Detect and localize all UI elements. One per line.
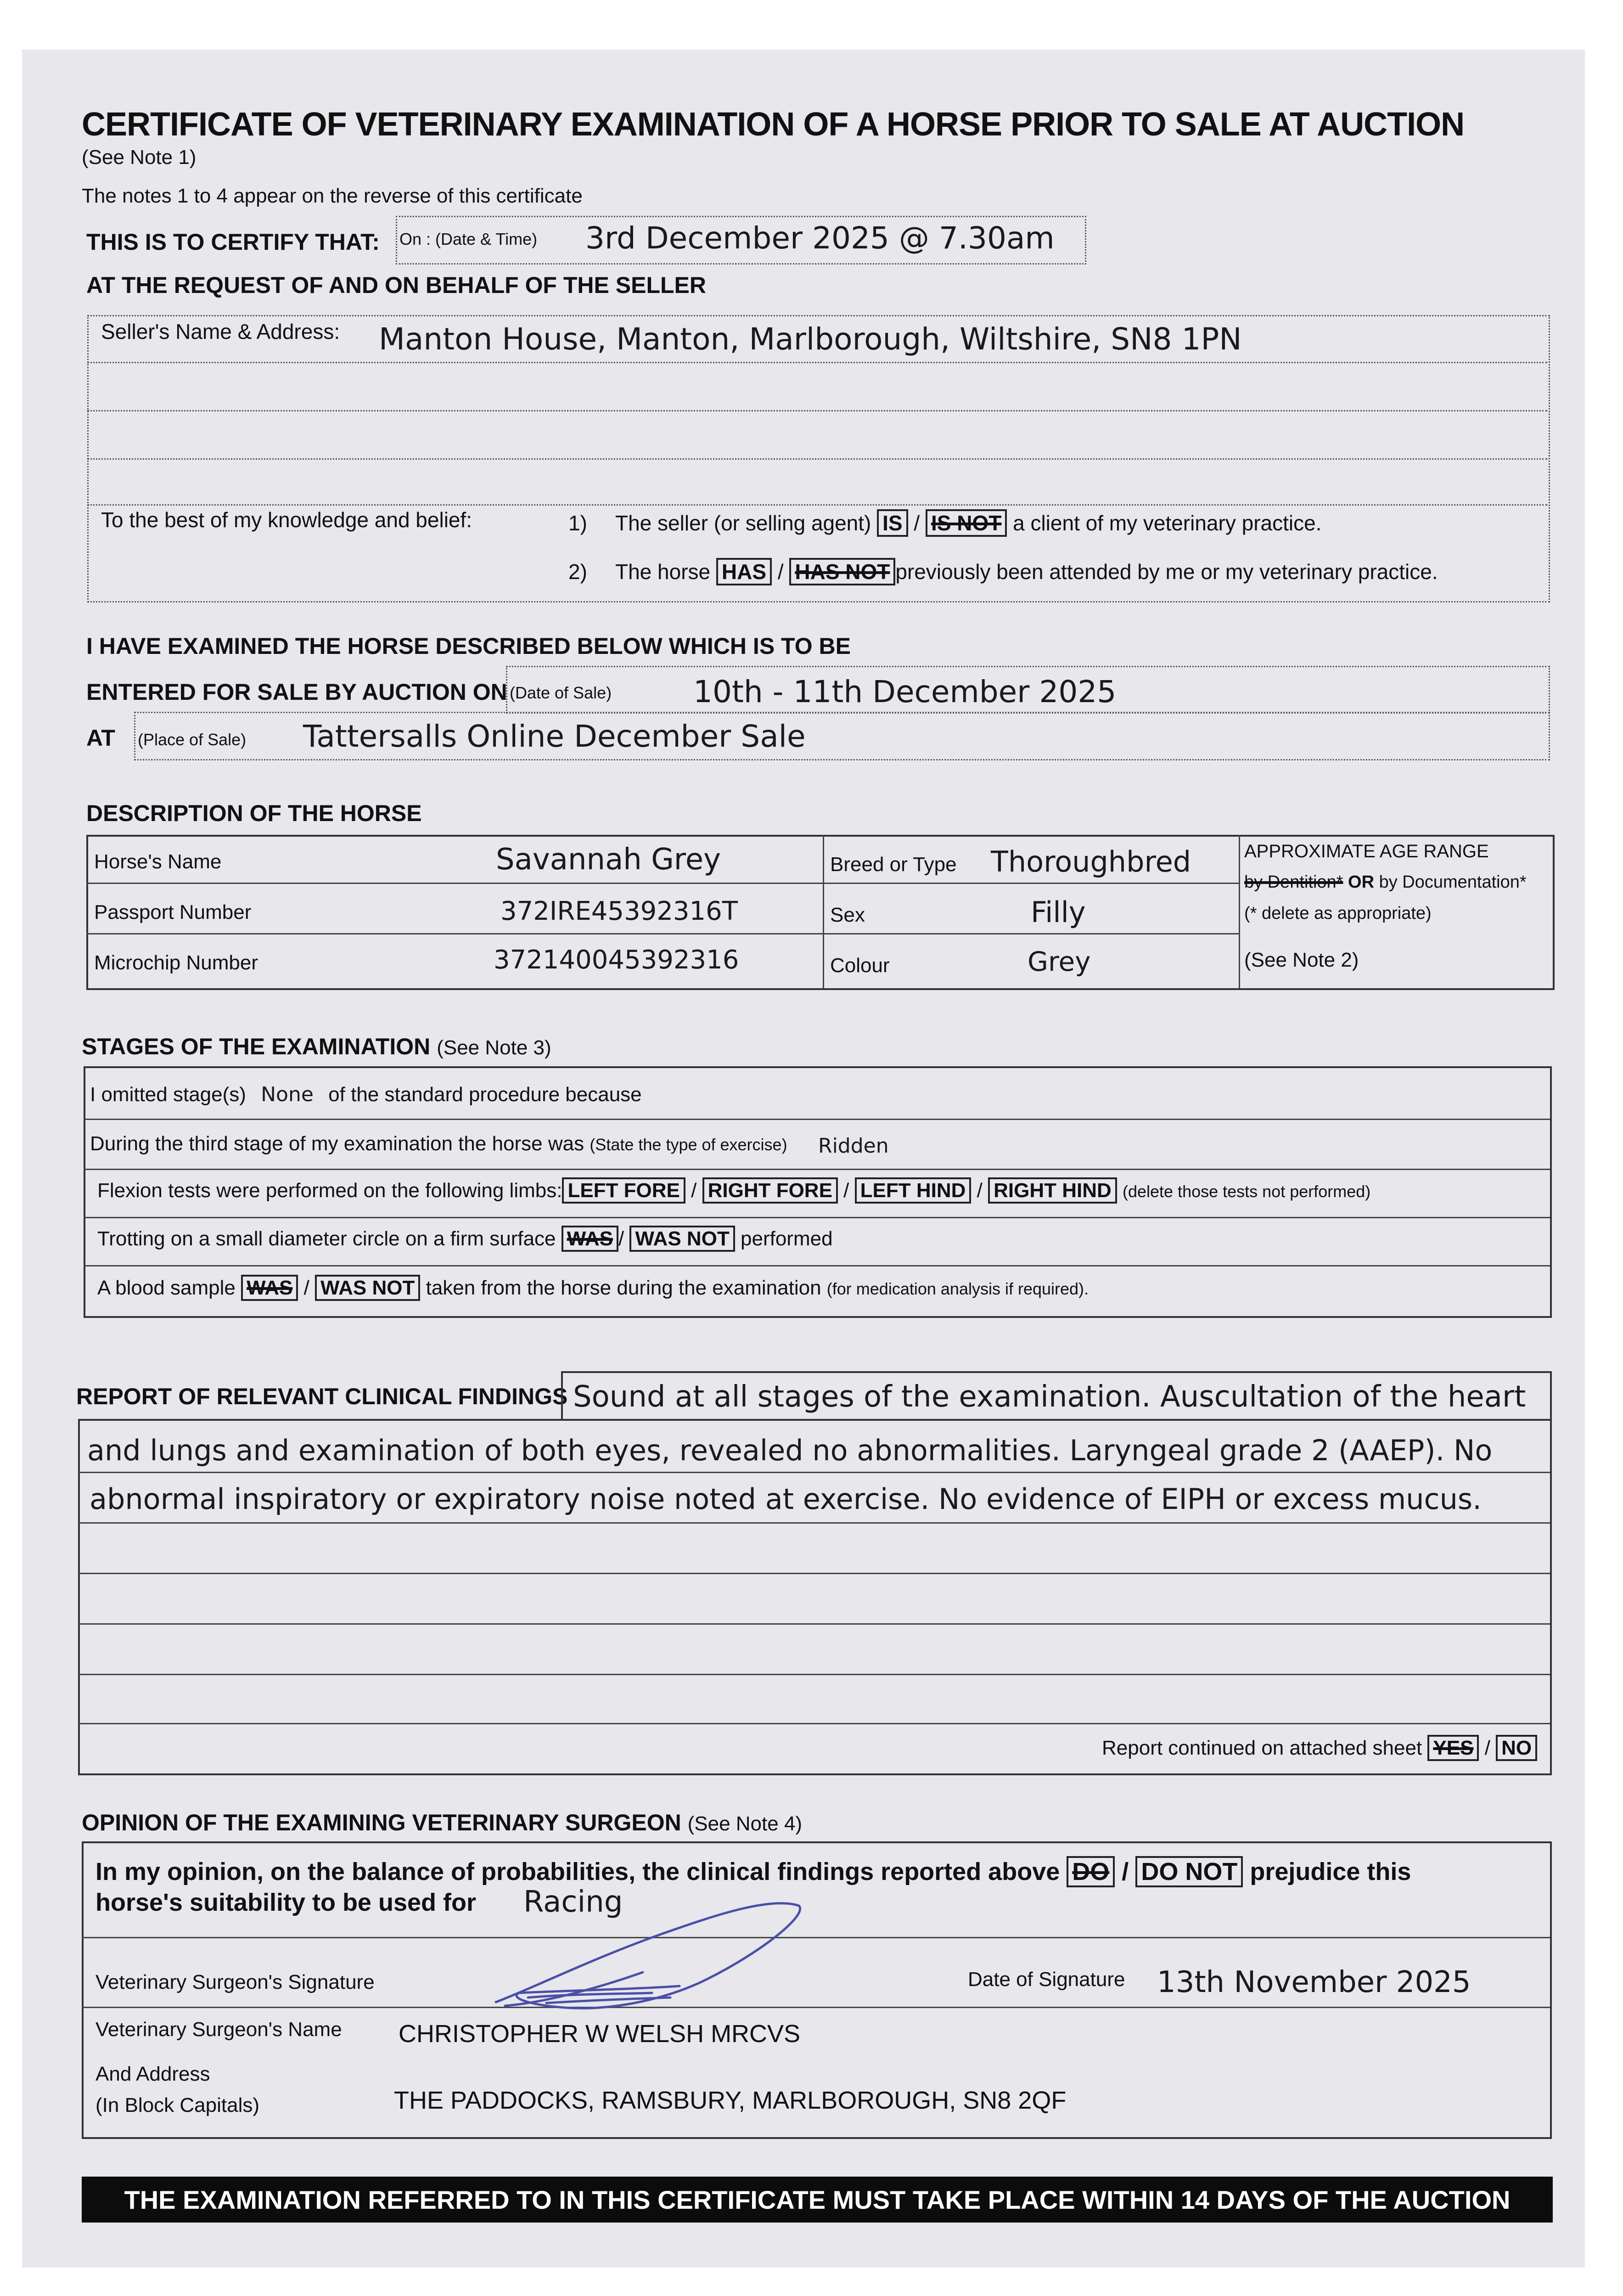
- stages-line-4: [84, 1265, 1550, 1266]
- third-stage-prefix: During the third stage of my examination the horse was: [90, 1132, 584, 1155]
- attended-has-not-option[interactable]: HAS NOT: [789, 558, 895, 585]
- opinion-do-not-option[interactable]: DO NOT: [1135, 1856, 1243, 1887]
- slash: /: [691, 1179, 697, 1202]
- age-delete-note: (* delete as appropriate): [1244, 904, 1432, 923]
- age-range-title: APPROXIMATE AGE RANGE: [1244, 841, 1489, 861]
- trotting-was-not-option[interactable]: WAS NOT: [629, 1226, 735, 1252]
- slash: /: [1484, 1737, 1490, 1759]
- sex-label: Sex: [830, 904, 865, 926]
- blood-note: (for medication analysis if required).: [826, 1279, 1089, 1298]
- horse-name-label: Horse's Name: [94, 850, 222, 873]
- statement-2-number: 2): [568, 560, 587, 584]
- notes-reverse-text: The notes 1 to 4 appear on the reverse of this certificate: [82, 185, 583, 207]
- opinion-title-text: OPINION OF THE EXAMINING VETERINARY SURGEON: [82, 1810, 681, 1835]
- trotting-prefix: Trotting on a small diameter circle on a firm surface: [97, 1227, 556, 1250]
- vet-address-value: THE PADDOCKS, RAMSBURY, MARLBOROUGH, SN8 2QF: [394, 2087, 1067, 2114]
- slash: /: [777, 560, 784, 584]
- seller-line-3: [87, 458, 1547, 460]
- statement-2-text: The horse: [615, 560, 711, 584]
- flexion-right-fore[interactable]: RIGHT FORE: [702, 1177, 838, 1204]
- statement-2-tail: previously been attended by me or my veterinary practice.: [895, 560, 1438, 584]
- age-by-documentation[interactable]: by Documentation*: [1379, 872, 1527, 892]
- blood-was-option[interactable]: WAS: [241, 1275, 298, 1301]
- horse-col-line-1: [823, 835, 824, 988]
- flexion-left-hind[interactable]: LEFT HIND: [855, 1177, 972, 1204]
- sex-value: Filly: [1031, 895, 1086, 929]
- age-range-options: [1244, 872, 1527, 892]
- continued-no-option[interactable]: NO: [1496, 1735, 1537, 1761]
- blood-row: [97, 1277, 1089, 1300]
- client-is-option[interactable]: IS: [877, 509, 908, 537]
- opinion-text-line-2: horse's suitability to be used for: [95, 1889, 476, 1916]
- seller-label: Seller's Name & Address:: [101, 320, 340, 343]
- horse-row-line-2: [86, 933, 1239, 934]
- statement-1-number: 1): [568, 511, 587, 535]
- footer-banner: [82, 2177, 1553, 2223]
- date-of-sale-label: (Date of Sale): [510, 683, 612, 702]
- findings-line-1-text: Sound at all stages of the examination. Auscultation of the heart: [573, 1380, 1526, 1414]
- flexion-left-fore[interactable]: LEFT FORE: [562, 1177, 685, 1204]
- microchip-value: 372140045392316: [494, 945, 739, 975]
- at-label: AT: [86, 725, 115, 751]
- knowledge-label: To the best of my knowledge and belief:: [101, 508, 472, 532]
- colour-value: Grey: [1028, 946, 1091, 977]
- certify-label: THIS IS TO CERTIFY THAT:: [86, 229, 380, 255]
- horse-col-line-2: [1239, 835, 1240, 988]
- statement-1-tail: a client of my veterinary practice.: [1013, 511, 1322, 535]
- vet-name-label: Veterinary Surgeon's Name: [95, 2018, 342, 2041]
- seller-line-2: [87, 410, 1547, 411]
- flexion-prefix: Flexion tests were performed on the following limbs:: [97, 1179, 562, 1202]
- findings-line-3: [78, 1522, 1550, 1524]
- horse-section-title: DESCRIPTION OF THE HORSE: [86, 800, 422, 826]
- continued-label: Report continued on attached sheet: [1102, 1737, 1422, 1759]
- footer-text: THE EXAMINATION REFERRED TO IN THIS CERTIFICATE MUST TAKE PLACE WITHIN 14 DAYS OF THE AUCTION: [124, 2185, 1511, 2214]
- opinion-text-suffix: prejudice this: [1250, 1858, 1411, 1885]
- see-note-1: (See Note 1): [82, 146, 197, 169]
- findings-line-6: [78, 1674, 1550, 1675]
- trotting-row: [97, 1227, 833, 1250]
- vet-address-label: And Address: [95, 2063, 210, 2085]
- stages-title-text: STAGES OF THE EXAMINATION: [82, 1034, 431, 1059]
- colour-label: Colour: [830, 954, 890, 977]
- slash: /: [843, 1179, 849, 1202]
- findings-line-2: [78, 1472, 1550, 1473]
- opinion-title: [82, 1809, 802, 1836]
- statement-1-text: The seller (or selling agent): [615, 511, 871, 535]
- client-is-not-option[interactable]: IS NOT: [926, 509, 1007, 537]
- slash: /: [977, 1179, 983, 1202]
- date-of-signature-value: 13th November 2025: [1157, 1965, 1471, 1999]
- passport-label: Passport Number: [94, 901, 252, 923]
- opinion-text-line-1: [95, 1857, 1411, 1886]
- age-see-note-2: (See Note 2): [1244, 949, 1359, 971]
- attended-has-option[interactable]: HAS: [716, 558, 772, 585]
- place-of-sale-value: Tattersalls Online December Sale: [303, 719, 806, 754]
- vet-name-value: CHRISTOPHER W WELSH MRCVS: [399, 2020, 801, 2048]
- findings-line-5: [78, 1623, 1550, 1625]
- examined-label: I HAVE EXAMINED THE HORSE DESCRIBED BELOW WHICH IS TO BE: [86, 633, 851, 659]
- flexion-right-hind[interactable]: RIGHT HIND: [988, 1177, 1117, 1204]
- breed-value: Thoroughbred: [991, 845, 1191, 878]
- stages-see-note: (See Note 3): [437, 1036, 551, 1059]
- blood-prefix: A blood sample: [97, 1277, 236, 1299]
- third-stage-value: Ridden: [818, 1134, 889, 1158]
- third-stage-note: (State the type of exercise): [590, 1135, 787, 1154]
- continued-row: [1102, 1737, 1537, 1760]
- slash: /: [1122, 1858, 1129, 1885]
- certificate-title: CERTIFICATE OF VETERINARY EXAMINATION OF A HORSE PRIOR TO SALE AT AUCTION: [82, 106, 1465, 143]
- date-of-sale-value: 10th - 11th December 2025: [693, 674, 1117, 709]
- trotting-was-option[interactable]: WAS: [562, 1226, 618, 1252]
- seller-value: Manton House, Manton, Marlborough, Wiltshire, SN8 1PN: [379, 321, 1242, 357]
- opinion-use-value: Racing: [523, 1885, 623, 1919]
- blood-suffix: taken from the horse during the examination: [426, 1277, 821, 1299]
- stages-line-2: [84, 1169, 1550, 1170]
- vet-signature: [477, 1887, 817, 2016]
- omitted-row: [90, 1083, 642, 1106]
- omitted-suffix: of the standard procedure because: [328, 1083, 642, 1106]
- statement-2: [615, 559, 1438, 584]
- statement-1: [615, 511, 1321, 535]
- horse-name-value: Savannah Grey: [496, 843, 721, 877]
- passport-value: 372IRE45392316T: [500, 896, 738, 926]
- trotting-suffix: performed: [741, 1227, 833, 1250]
- date-time-value: 3rd December 2025 @ 7.30am: [585, 220, 1055, 256]
- seller-line-4: [87, 504, 1547, 506]
- request-label: AT THE REQUEST OF AND ON BEHALF OF THE SELLER: [86, 272, 706, 298]
- findings-line-7: [78, 1723, 1550, 1724]
- findings-line-2-text: and lungs and examination of both eyes, revealed no abnormalities. Laryngeal grade 2 (AAEP). No: [87, 1434, 1493, 1467]
- microchip-label: Microchip Number: [94, 951, 258, 974]
- place-of-sale-label: (Place of Sale): [138, 730, 247, 749]
- age-or: OR: [1348, 872, 1375, 892]
- blood-was-not-option[interactable]: WAS NOT: [315, 1275, 420, 1301]
- stages-line-1: [84, 1119, 1550, 1120]
- slash: /: [618, 1227, 624, 1250]
- seller-line-1: [87, 362, 1547, 363]
- breed-label: Breed or Type: [830, 853, 957, 876]
- date-of-signature-label: Date of Signature: [968, 1968, 1125, 1991]
- omitted-prefix: I omitted stage(s): [90, 1083, 246, 1106]
- horse-row-line-1: [86, 883, 1239, 884]
- flexion-row: [97, 1179, 1370, 1202]
- opinion-text-prefix: In my opinion, on the balance of probabilities, the clinical findings reported above: [95, 1858, 1060, 1885]
- findings-line-3-text: abnormal inspiratory or expiratory noise noted at exercise. No evidence of EIPH or excess mucus.: [90, 1482, 1482, 1516]
- omitted-value: None: [261, 1083, 314, 1106]
- vet-address-label-2: (In Block Capitals): [95, 2094, 260, 2116]
- findings-line-4: [78, 1573, 1550, 1574]
- stages-line-3: [84, 1217, 1550, 1218]
- date-time-label: On : (Date & Time): [399, 230, 538, 248]
- flexion-note: (delete those tests not performed): [1122, 1182, 1371, 1201]
- age-by-dentition[interactable]: by Dentition*: [1244, 872, 1343, 892]
- findings-label: REPORT OF RELEVANT CLINICAL FINDINGS: [76, 1384, 568, 1409]
- signature-label: Veterinary Surgeon's Signature: [95, 1971, 375, 1993]
- opinion-do-option[interactable]: DO: [1067, 1856, 1115, 1887]
- continued-yes-option[interactable]: YES: [1427, 1735, 1479, 1761]
- third-stage-row: [90, 1132, 787, 1155]
- stages-title: [82, 1033, 551, 1060]
- slash: /: [914, 511, 920, 535]
- entered-label: ENTERED FOR SALE BY AUCTION ON: [86, 679, 507, 705]
- opinion-see-note: (See Note 4): [687, 1812, 803, 1835]
- slash: /: [303, 1277, 309, 1299]
